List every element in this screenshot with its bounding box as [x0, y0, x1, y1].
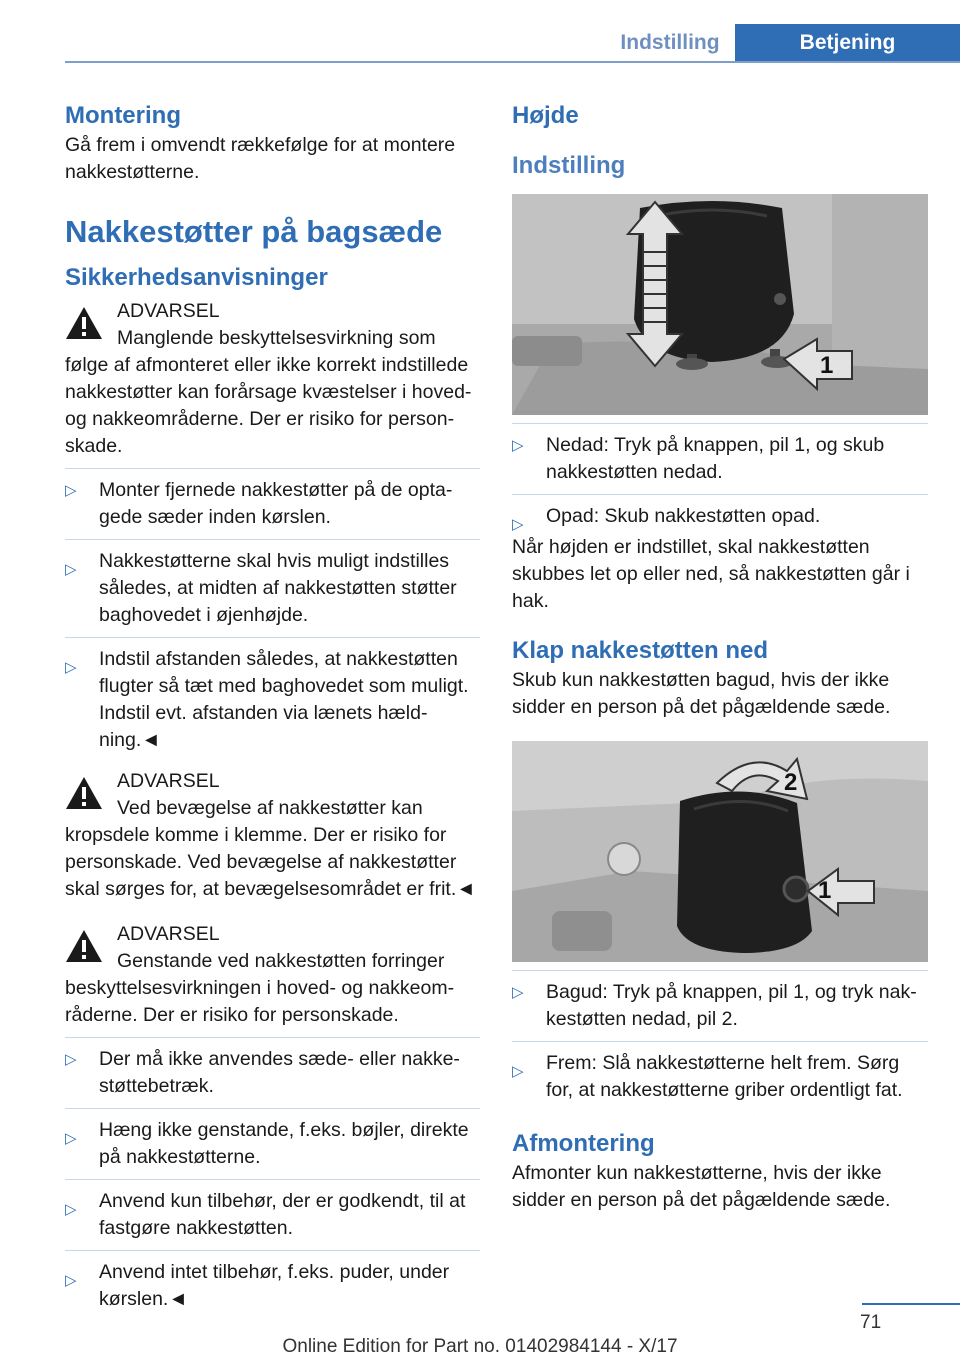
triangle-right-icon: ▷	[512, 1063, 524, 1080]
divider	[65, 1037, 480, 1038]
edition-footer: Online Edition for Part no. 01402984144 - X/17	[282, 1336, 678, 1357]
footer-divider	[862, 1303, 960, 1305]
left-column	[65, 100, 480, 1313]
montering-text: Gå frem i omvendt rækkefølge for at montere nakkestøtterne.	[65, 134, 456, 183]
triangle-right-icon: ▷	[65, 482, 77, 499]
page-number: 71	[860, 1312, 882, 1333]
height-list	[512, 432, 928, 533]
triangle-right-icon: ▷	[65, 1130, 77, 1147]
triangle-right-icon: ▷	[65, 1272, 77, 1289]
warning-text: Manglende beskyttelsesvirkning som følge af afmonteret eller ikke korrekt indstillede nakkestøtter kan forårsage kvæstelser i hoved- og nakkeområderne. Der er risiko for personskade.	[65, 327, 472, 457]
indstilling-heading: Indstilling	[512, 152, 626, 179]
list-item: ▷ Bagud: Tryk på knappen, pil 1, og tryk nakkestøtten nedad, pil 2.	[512, 981, 917, 1030]
arrow-label-1: 1	[820, 352, 834, 379]
warning-title: ADVARSEL	[117, 923, 220, 945]
header-tab-betjening: Betjening	[735, 24, 960, 62]
list-item: ▷ Anvend kun tilbehør, der er godkendt, til at fastgøre nakkestøtten.	[65, 1179, 480, 1242]
warning-text: Genstande ved nakkestøtten forringer beskyttelsesvirkningen i hoved- og nakkeområderne. Der er risiko for personskade.	[65, 950, 455, 1026]
headrest-height-illustration	[512, 194, 928, 415]
warning-icon	[65, 929, 103, 963]
warning-title: ADVARSEL	[117, 300, 220, 322]
header-tab-indstilling: Indstilling	[620, 31, 720, 54]
list-item: ▷ Nakkestøtterne skal hvis muligt indstilles således, at midten af nakkestøtten støtter baghovedet i øjenhøjde.	[65, 539, 480, 629]
triangle-right-icon: ▷	[65, 1201, 77, 1218]
list-item: ▷ Nedad: Tryk på knappen, pil 1, og skub nakkestøtten nedad.	[512, 434, 885, 483]
fold-list	[512, 979, 928, 1104]
triangle-right-icon: ▷	[65, 1051, 77, 1068]
list-item: ▷ Der må ikke anvendes sæde- eller nakkestøttebetræk.	[65, 1048, 460, 1097]
afmontering-text: Afmonter kun nakkestøtterne, hvis der ikke sidder en person på det pågældende sæde.	[512, 1162, 891, 1211]
triangle-right-icon: ▷	[65, 561, 77, 578]
divider	[512, 970, 928, 971]
warning-icon	[65, 306, 103, 340]
safety-list-2	[65, 1046, 480, 1313]
header-divider	[65, 61, 960, 63]
klap-heading: Klap nakkestøtten ned	[512, 637, 769, 664]
warning-block-2	[65, 768, 480, 903]
headrest-height-figure	[512, 194, 928, 415]
list-item: ▷ Hæng ikke genstande, f.eks. bøjler, direkte på nakkestøtterne.	[65, 1108, 480, 1171]
page-header	[0, 0, 960, 62]
klap-text: Skub kun nakkestøtten bagud, hvis der ikke sidder en person på det pågældende sæde.	[512, 669, 891, 718]
list-item: ▷ Indstil afstanden således, at nakkestøtten flugter så tæt med baghovedet som muligt. Indstil evt. afstanden via lænets hældning.◄	[65, 637, 480, 754]
height-paragraph: Når højden er indstillet, skal nakkestøtten skubbes let op eller ned, så nakkestøtten går i hak.	[512, 536, 910, 612]
arrow-label-1: 1	[818, 877, 832, 904]
triangle-right-icon: ▷	[512, 437, 524, 454]
divider	[65, 468, 480, 469]
safety-heading: Sikkerhedsanvisninger	[65, 264, 328, 291]
warning-text: Ved bevægelse af nakkestøtter kan kropsdele komme i klemme. Der er risiko for personskade. Ved bevægelse af nakkestøtter skal sørges for, at bevægelsesområdet er frit.◄	[65, 797, 476, 900]
warning-block-1	[65, 298, 480, 460]
hojde-heading: Højde	[512, 102, 579, 129]
warning-icon	[65, 776, 103, 810]
divider	[512, 423, 928, 424]
triangle-right-icon: ▷	[512, 984, 524, 1001]
triangle-right-icon: ▷	[512, 516, 524, 533]
safety-list-1	[65, 477, 480, 754]
section-title: Nakkestøtter på bagsæde	[65, 214, 443, 249]
afmontering-heading: Afmontering	[512, 1130, 655, 1157]
warning-title: ADVARSEL	[117, 770, 220, 792]
list-item: ▷ Opad: Skub nakkestøtten opad.	[512, 494, 928, 530]
list-item: ▷ Frem: Slå nakkestøtterne helt frem. Sørg for, at nakkestøtterne griber ordentligt fat.	[512, 1041, 928, 1104]
arrow-label-2: 2	[784, 769, 798, 796]
montering-heading: Montering	[65, 102, 181, 129]
right-column	[512, 100, 928, 1214]
warning-block-3	[65, 921, 480, 1029]
list-item: ▷ Anvend intet tilbehør, f.eks. puder, under kørslen.◄	[65, 1250, 480, 1313]
headrest-fold-figure	[512, 741, 928, 962]
triangle-right-icon: ▷	[65, 659, 77, 676]
list-item: ▷ Monter fjernede nakkestøtter på de optagede sæder inden kørslen.	[65, 479, 453, 528]
headrest-fold-illustration	[512, 741, 928, 962]
